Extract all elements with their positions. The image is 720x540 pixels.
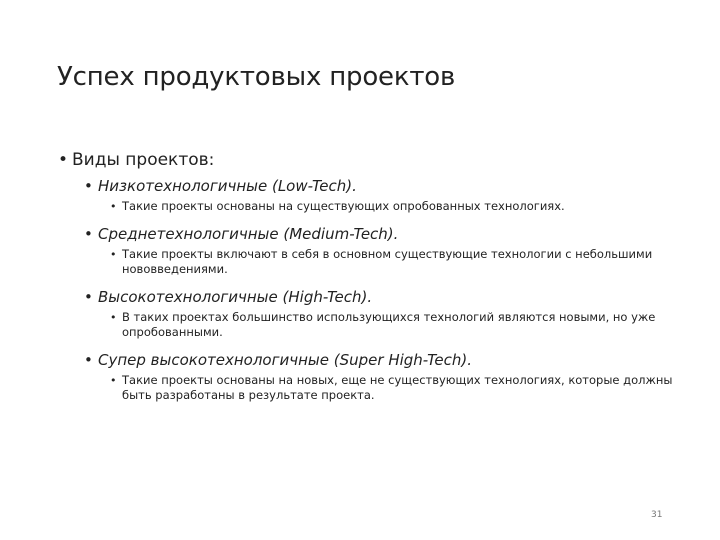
project-type-item xyxy=(84,288,678,306)
description-text: Такие проекты основаны на существующих опробованных технологиях. xyxy=(122,199,565,213)
bullet-icon: • xyxy=(84,225,93,243)
description-text: Такие проекты основаны на новых, еще не существующих технологиях, которые должны быть разработаны в результате проекта. xyxy=(122,373,673,402)
project-type-item xyxy=(84,225,678,243)
page-number: 31 xyxy=(651,510,663,520)
project-type-label: Супер высокотехнологичные (Super High-Tech). xyxy=(98,351,473,369)
project-type-item xyxy=(84,177,678,195)
project-type-description xyxy=(110,199,678,214)
description-text: В таких проектах большинство использующихся технологий являются новыми, но уже опробованными. xyxy=(122,310,656,339)
bullet-icon: • xyxy=(84,288,93,306)
bullet-icon: • xyxy=(110,200,117,213)
bullet-icon: • xyxy=(84,351,93,369)
slide-content xyxy=(58,150,678,403)
bullet-icon: • xyxy=(110,248,117,261)
bullet-icon: • xyxy=(58,150,69,170)
bullet-level1 xyxy=(58,150,678,170)
projects-types-heading: Виды проектов: xyxy=(72,150,215,170)
bullet-icon: • xyxy=(110,374,117,387)
project-type-item xyxy=(84,351,678,369)
project-type-description xyxy=(110,247,678,277)
project-type-label: Высокотехнологичные (High-Tech). xyxy=(98,288,373,306)
bullet-icon: • xyxy=(84,177,93,195)
bullet-icon: • xyxy=(110,311,117,324)
project-type-label: Среднетехнологичные (Medium-Tech). xyxy=(98,225,399,243)
project-type-description xyxy=(110,310,678,340)
project-type-description xyxy=(110,373,678,403)
slide-title: Успех продуктовых проектов xyxy=(57,62,456,92)
description-text: Такие проекты включают в себя в основном существующие технологии с небольшими нововведениями. xyxy=(122,247,653,276)
project-type-label: Низкотехнологичные (Low-Tech). xyxy=(98,177,357,195)
